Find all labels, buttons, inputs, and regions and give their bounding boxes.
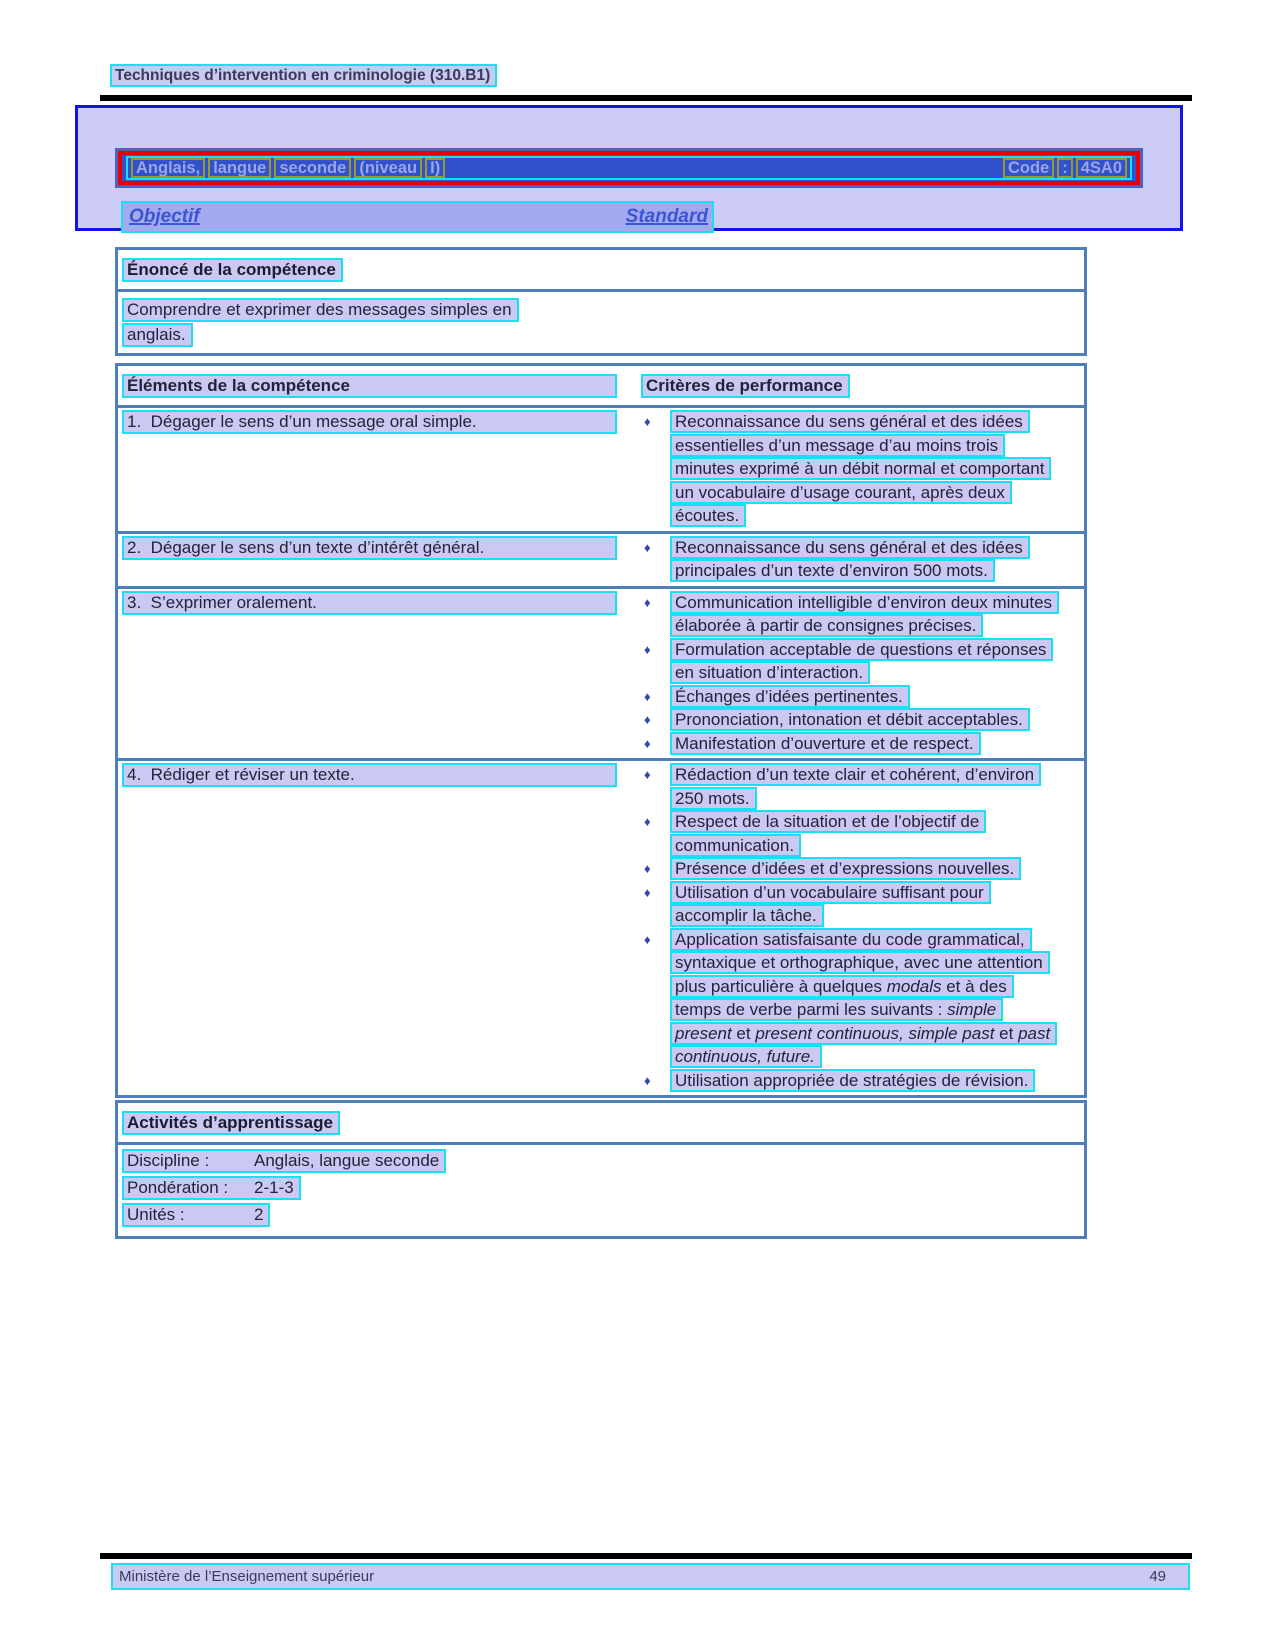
criterion-line-text: Communication intelligible d’environ deux minutes	[670, 591, 1059, 614]
criterion-line	[670, 763, 1041, 787]
banner-word: Code	[1003, 158, 1054, 178]
activity-label: Unités :	[127, 1205, 185, 1224]
criterion-lines	[670, 810, 986, 857]
enonce-body	[118, 292, 1084, 353]
footer-bar	[111, 1563, 1190, 1590]
criterion-line-text: communication.	[670, 834, 801, 857]
elements-header-row	[118, 366, 1084, 408]
element-row	[118, 761, 1084, 1095]
criterion-lines	[670, 857, 1021, 881]
criterion	[641, 928, 1084, 1069]
criteria-column-title: Critères de performance	[641, 374, 850, 398]
criterion-line-text: Respect de la situation et de l’objectif de	[670, 810, 986, 833]
criterion	[641, 591, 1084, 638]
criterion-line	[670, 928, 1057, 952]
criterion	[641, 708, 1084, 732]
diamond-bullet-icon: ♦	[644, 814, 651, 829]
criterion-line	[670, 559, 1030, 583]
objectif-standard-row	[121, 201, 714, 233]
criterion-line	[670, 591, 1059, 615]
criterion-line	[670, 410, 1051, 434]
criterion-lines	[670, 928, 1057, 1069]
criterion-line	[670, 810, 986, 834]
criteria-cell	[641, 763, 1084, 1092]
banner-word: I)	[425, 158, 445, 178]
criterion-line	[670, 1045, 1057, 1069]
criterion-line	[670, 998, 1057, 1022]
criterion-line-text: un vocabulaire d’usage courant, après deux	[670, 481, 1012, 504]
criterion-line-text: Manifestation d’ouverture et de respect.	[670, 732, 981, 755]
activity-line	[122, 1149, 446, 1173]
enonce-table	[115, 247, 1087, 356]
element-cell	[122, 410, 641, 528]
criterion-lines	[670, 591, 1059, 638]
activity-value: Anglais, langue seconde	[254, 1151, 440, 1170]
element-row	[118, 408, 1084, 534]
course-code-words	[1003, 158, 1127, 178]
diamond-bullet-icon: ♦	[644, 861, 651, 876]
element-text: 1. Dégager le sens d’un message oral simple.	[122, 410, 617, 434]
enonce-line	[122, 298, 1084, 323]
criterion-line	[670, 536, 1030, 560]
element-row	[118, 534, 1084, 589]
criterion-line-text: continuous, future.	[670, 1045, 822, 1068]
criterion	[641, 732, 1084, 756]
activity-label: Pondération :	[127, 1178, 229, 1197]
criterion-lines	[670, 685, 910, 709]
criterion	[641, 810, 1084, 857]
footer-page-number: 49	[1149, 1568, 1166, 1585]
criterion-line	[670, 951, 1057, 975]
activity-value: 2-1-3	[254, 1178, 294, 1197]
criterion-line	[670, 834, 986, 858]
criterion-line	[670, 1022, 1057, 1046]
banner-word: langue	[208, 158, 271, 178]
diamond-bullet-icon: ♦	[644, 735, 651, 751]
criterion-line	[670, 661, 1053, 685]
course-title-words	[131, 158, 445, 178]
activity-label: Discipline :	[127, 1151, 210, 1170]
document-header	[110, 64, 497, 87]
enonce-line-text: anglais.	[122, 323, 193, 347]
element-line	[122, 536, 641, 560]
criterion-line-text: Reconnaissance du sens général et des idées	[670, 536, 1030, 559]
criterion-lines	[670, 536, 1030, 583]
diamond-bullet-icon: ♦	[644, 884, 651, 900]
objectif-heading: Objectif	[129, 206, 200, 227]
criterion-line-text: élaborée à partir de consignes précises.	[670, 614, 983, 637]
footer-rule	[100, 1553, 1192, 1559]
element-text: 4. Rédiger et réviser un texte.	[122, 763, 617, 787]
footer-ministry: Ministère de l’Enseignement supérieur	[119, 1568, 375, 1585]
enonce-header	[118, 250, 1084, 292]
diamond-bullet-icon: ♦	[644, 688, 651, 704]
criterion-lines	[670, 410, 1051, 528]
element-text: 2. Dégager le sens d’un texte d’intérêt général.	[122, 536, 617, 560]
criterion-lines	[670, 881, 991, 928]
criterion-line-text: plus particulière à quelques modals et à des	[670, 975, 1014, 998]
criterion-line	[670, 708, 1030, 732]
elements-column-title: Éléments de la compétence	[122, 374, 617, 398]
criterion-line-text: 250 mots.	[670, 787, 757, 810]
activites-title: Activités d’apprentissage	[122, 1111, 340, 1135]
criterion-line	[670, 614, 1059, 638]
criterion-line-text: Application satisfaisante du code grammatical,	[670, 928, 1032, 951]
criterion-line	[670, 881, 991, 905]
criterion-line-text: écoutes.	[670, 504, 746, 527]
activity-line	[122, 1203, 270, 1227]
criterion-lines	[670, 763, 1041, 810]
criterion-line-text: en situation d’interaction.	[670, 661, 870, 684]
banner-word: seconde	[274, 158, 351, 178]
criterion-lines	[670, 708, 1030, 732]
criterion-line-text: Formulation acceptable de questions et réponses	[670, 638, 1053, 661]
criteria-cell	[641, 591, 1084, 756]
course-panel	[75, 105, 1183, 231]
activity-line	[122, 1176, 301, 1200]
criterion	[641, 763, 1084, 810]
criterion-line-text: principales d’un texte d’environ 500 mots.	[670, 559, 995, 582]
banner-word: 4SA0	[1076, 158, 1127, 178]
diamond-bullet-icon: ♦	[644, 767, 651, 782]
criterion-line	[670, 638, 1053, 662]
activity-row	[122, 1203, 1084, 1230]
criterion	[641, 410, 1084, 528]
criterion-line	[670, 904, 991, 928]
activity-row	[122, 1149, 1084, 1176]
diamond-bullet-icon: ♦	[644, 594, 651, 610]
activites-header	[118, 1103, 1084, 1145]
element-cell	[122, 763, 641, 1092]
criterion	[641, 638, 1084, 685]
criterion-line-text: essentielles d’un message d’au moins trois	[670, 434, 1005, 457]
activites-body	[118, 1145, 1084, 1236]
criterion-lines	[670, 1069, 1035, 1093]
criterion-line	[670, 504, 1051, 528]
element-line	[122, 763, 641, 787]
criterion-line-text: Utilisation appropriée de stratégies de révision.	[670, 1069, 1035, 1092]
criterion-line-text: Prononciation, intonation et débit acceptables.	[670, 708, 1030, 731]
element-row	[118, 589, 1084, 762]
criterion-line-text: present et present continuous, simple past et past	[670, 1022, 1057, 1045]
criteria-cell	[641, 536, 1084, 583]
criterion-line	[670, 857, 1021, 881]
criterion-lines	[670, 638, 1053, 685]
criteria-cell	[641, 410, 1084, 528]
criterion-line-text: accomplir la tâche.	[670, 904, 824, 927]
criterion	[641, 881, 1084, 928]
criterion-line-text: Reconnaissance du sens général et des idées	[670, 410, 1030, 433]
elements-rows	[118, 408, 1084, 1095]
element-cell	[122, 591, 641, 756]
criterion-line-text: minutes exprimé à un débit normal et comportant	[670, 457, 1051, 480]
criterion	[641, 1069, 1084, 1093]
criterion-line	[670, 975, 1057, 999]
course-banner	[115, 148, 1143, 188]
diamond-bullet-icon: ♦	[644, 641, 651, 657]
standard-heading: Standard	[625, 206, 708, 227]
criterion-line	[670, 685, 910, 709]
enonce-line-text: Comprendre et exprimer des messages simples en	[122, 298, 519, 322]
element-line	[122, 591, 641, 615]
banner-ocr-line-box	[126, 156, 1132, 180]
element-cell	[122, 536, 641, 583]
diamond-bullet-icon: ♦	[644, 712, 651, 727]
enonce-title: Énoncé de la compétence	[122, 258, 343, 282]
banner-word: Anglais,	[131, 158, 205, 178]
course-banner-frame	[118, 151, 1140, 185]
criterion-line-text: Échanges d’idées pertinentes.	[670, 685, 910, 708]
element-text: 3. S’exprimer oralement.	[122, 591, 617, 615]
criterion-line	[670, 732, 981, 756]
criterion-line-text: Présence d’idées et d’expressions nouvelles.	[670, 857, 1021, 880]
criterion	[641, 536, 1084, 583]
enonce-line	[122, 323, 1084, 348]
criterion-line	[670, 1069, 1035, 1093]
header-rule	[100, 95, 1192, 101]
diamond-bullet-icon: ♦	[644, 414, 651, 429]
criterion	[641, 857, 1084, 881]
criterion-line	[670, 481, 1051, 505]
activites-table	[115, 1100, 1087, 1239]
criterion-line	[670, 787, 1041, 811]
criterion-line	[670, 457, 1051, 481]
banner-word: (niveau	[354, 158, 422, 178]
criterion	[641, 685, 1084, 709]
activity-value: 2	[254, 1205, 264, 1224]
diamond-bullet-icon: ♦	[644, 1072, 651, 1088]
diamond-bullet-icon: ♦	[644, 539, 651, 555]
diamond-bullet-icon: ♦	[644, 931, 651, 947]
criterion-lines	[670, 732, 981, 756]
criterion-line-text: Utilisation d’un vocabulaire suffisant pour	[670, 881, 991, 904]
elements-table	[115, 363, 1087, 1098]
criterion-line-text: temps de verbe parmi les suivants : simple	[670, 998, 1003, 1021]
banner-word: :	[1057, 158, 1073, 178]
activity-row	[122, 1176, 1084, 1203]
criterion-line-text: Rédaction d’un texte clair et cohérent, d’environ	[670, 763, 1041, 786]
criterion-line	[670, 434, 1051, 458]
header-title: Techniques d’intervention en criminologie (310.B1)	[110, 64, 497, 87]
criterion-line-text: syntaxique et orthographique, avec une attention	[670, 951, 1050, 974]
element-line	[122, 410, 641, 434]
